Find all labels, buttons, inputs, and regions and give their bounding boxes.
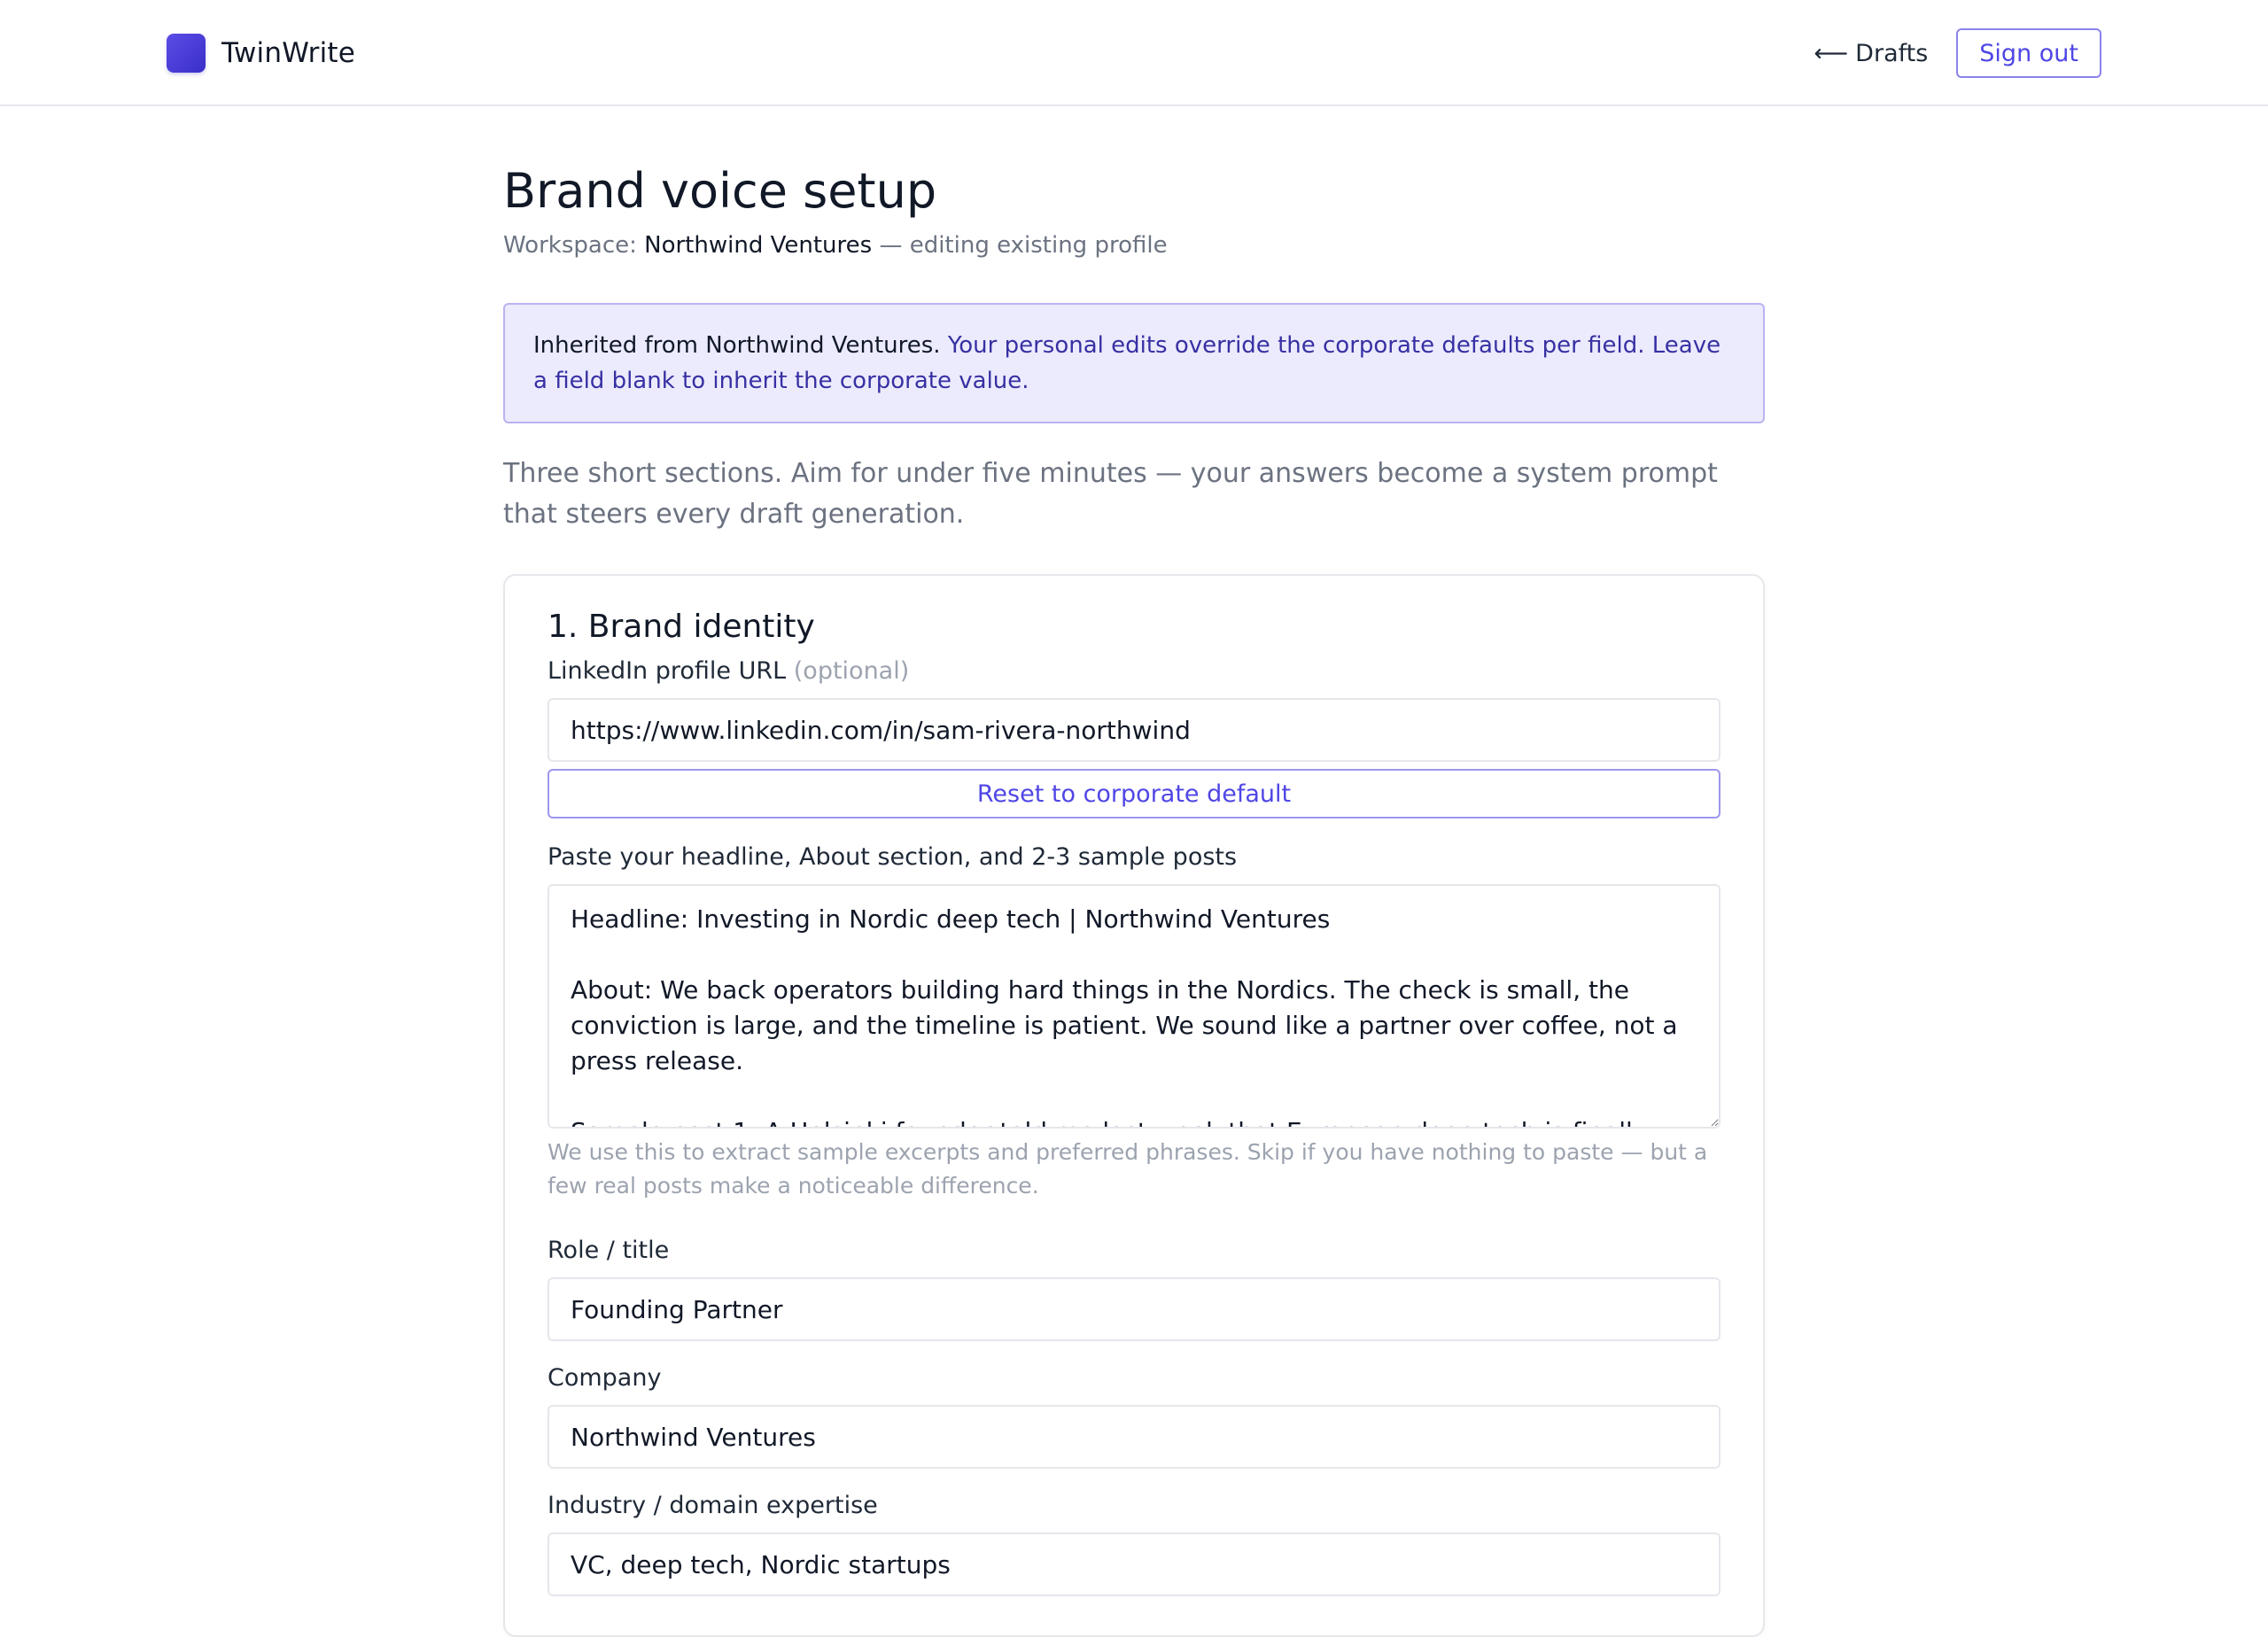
sign-out-button[interactable]: Sign out	[1956, 28, 2101, 78]
optional-tag: (optional)	[793, 657, 910, 685]
page-title: Brand voice setup	[503, 163, 937, 219]
top-bar	[0, 0, 2268, 106]
linkedin-label	[548, 656, 1720, 687]
drafts-link-label: Drafts	[1855, 39, 1929, 67]
notice-title: Inherited from Northwind Ventures.	[533, 332, 941, 359]
linkedin-url-input[interactable]	[548, 698, 1720, 762]
workspace-prefix: Workspace:	[503, 232, 637, 259]
linkedin-label-text: LinkedIn profile URL	[548, 657, 787, 685]
inherited-notice	[503, 303, 1765, 423]
role-input[interactable]	[548, 1277, 1720, 1341]
brand-name: TwinWrite	[221, 37, 356, 69]
workspace-line	[503, 232, 1765, 259]
company-label: Company	[548, 1364, 662, 1392]
section-title: 1. Brand identity	[548, 609, 815, 645]
arrow-left-icon: ⟵	[1814, 39, 1849, 67]
workspace-name: Northwind Ventures	[644, 232, 873, 259]
role-label: Role / title	[548, 1237, 670, 1264]
workspace-suffix: — editing existing profile	[879, 232, 1168, 259]
drafts-link[interactable]	[1814, 40, 1928, 67]
notice-text: Your personal edits override the corporate defaults per field. Leave a field blank to inherit the corporate value.	[533, 332, 1721, 394]
brand-identity-card	[503, 574, 1765, 1637]
reset-to-corporate-default-button[interactable]: Reset to corporate default	[548, 769, 1720, 818]
header-nav	[1814, 28, 2101, 78]
industry-label: Industry / domain expertise	[548, 1492, 878, 1519]
sample-posts-help: We use this to extract sample excerpts and preferred phrases. Skip if you have nothing to paste — but a few real posts make a noticeable difference.	[548, 1139, 1708, 1199]
industry-input[interactable]	[548, 1532, 1720, 1596]
sample-posts-textarea[interactable]	[548, 884, 1720, 1129]
company-input[interactable]	[548, 1405, 1720, 1469]
twinwrite-logo-icon	[167, 34, 206, 73]
main-content	[503, 163, 1765, 1637]
brand[interactable]	[167, 34, 355, 73]
intro-text: Three short sections. Aim for under five minutes — your answers become a system prompt that steers every draft generation.	[503, 458, 1718, 530]
paste-label: Paste your headline, About section, and 2-3 sample posts	[548, 843, 1238, 871]
